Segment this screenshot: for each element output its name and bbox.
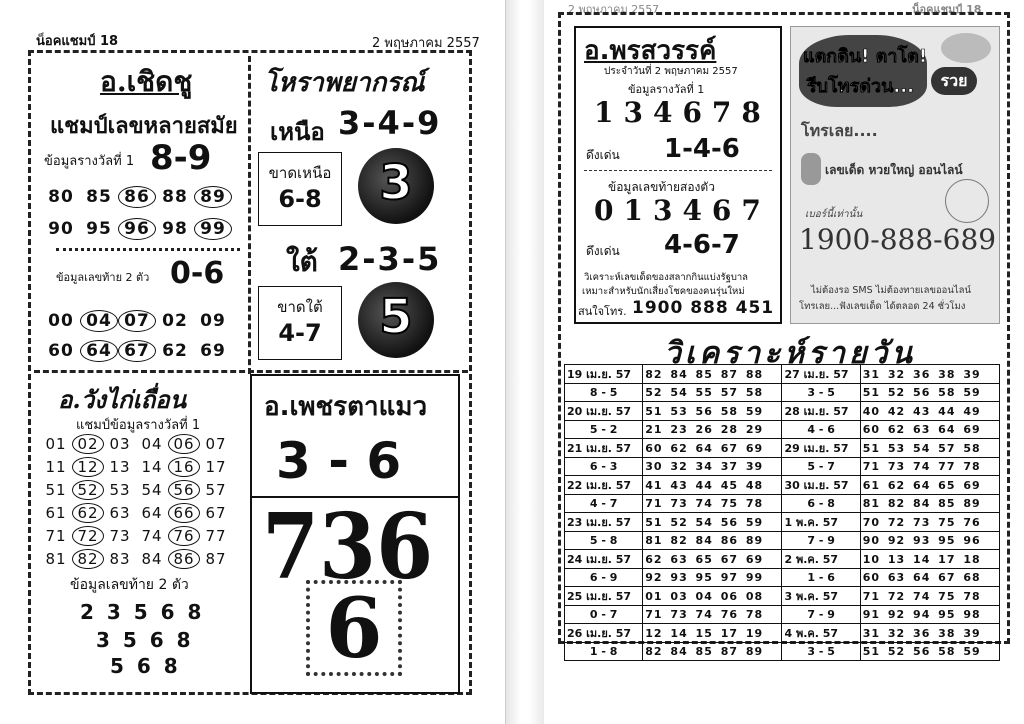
table-row xyxy=(565,569,1000,587)
table-row xyxy=(565,365,1000,384)
date-cell: 30 เม.ย. 57 xyxy=(782,476,860,495)
south-miss-label: ขาดใต้ xyxy=(277,298,323,316)
page-header-right: น็อคแชมป์ 18 xyxy=(912,3,982,16)
table-row xyxy=(565,550,1000,569)
number-cell-circled: 06 xyxy=(168,434,200,454)
ad-footer-2: โทรเลย...ฟังเลขเด็ด ได้ตลอด 24 ชั่วโมง xyxy=(799,301,966,312)
wangkai-row xyxy=(40,526,232,546)
pair-cell: 5 - 2 xyxy=(565,421,643,439)
numbers-cell: 52 54 55 57 58 xyxy=(643,384,782,402)
numbers-cell: 51 52 56 58 59 xyxy=(860,384,999,402)
wangkai-row xyxy=(40,480,232,500)
chidchoo-tail-value: 0-6 xyxy=(170,256,225,291)
south-ball: 5 xyxy=(358,282,434,358)
north-miss-value: 6-8 xyxy=(278,185,322,213)
date-cell: 21 เม.ย. 57 xyxy=(565,439,643,458)
number-cell: 83 xyxy=(109,550,131,568)
horoscope-title: โหราพยากรณ์ xyxy=(264,68,425,98)
wangkai-row xyxy=(40,457,232,477)
pornsawan-note-1: วิเคราะห์เลขเด็ดของสลากกินแบ่งรัฐบาล xyxy=(584,272,749,283)
chidchoo-row-3 xyxy=(42,310,232,332)
number-cell: 64 xyxy=(141,504,163,522)
numbers-cell: 61 62 64 65 69 xyxy=(860,476,999,495)
number-cell-circled: 66 xyxy=(168,503,200,523)
north-value: 3-4-9 xyxy=(338,104,442,142)
number-cell-circled: 62 xyxy=(72,503,104,523)
pair-cell: 1 - 8 xyxy=(565,643,643,661)
ad-phone: 1900-888-689 xyxy=(799,223,997,256)
numbers-cell: 51 53 56 58 59 xyxy=(643,402,782,421)
table-row xyxy=(565,532,1000,550)
number-cell: 04 xyxy=(141,435,163,453)
number-cell-circled: 99 xyxy=(194,218,232,240)
chidchoo-info-label: ข้อมูลรางวัลที่ 1 xyxy=(44,154,135,169)
numbers-cell: 82 84 85 87 88 xyxy=(643,365,782,384)
numbers-cell: 81 82 84 85 89 xyxy=(860,495,999,513)
number-cell-circled: 96 xyxy=(118,218,156,240)
ad-line-2: รีบโทรด่วน... xyxy=(807,76,914,97)
number-cell: 74 xyxy=(141,527,163,545)
left-page xyxy=(0,0,506,724)
number-cell: 87 xyxy=(205,550,227,568)
number-cell: 71 xyxy=(45,527,67,545)
number-cell: 13 xyxy=(109,458,131,476)
table-row xyxy=(565,421,1000,439)
numbers-cell: 30 32 34 37 39 xyxy=(643,458,782,476)
number-cell: 54 xyxy=(141,481,163,499)
numbers-cell: 60 62 63 64 69 xyxy=(860,421,999,439)
numbers-cell: 71 73 74 75 78 xyxy=(643,495,782,513)
number-cell-circled: 86 xyxy=(168,549,200,569)
number-cell-circled: 07 xyxy=(118,310,156,332)
number-cell: 00 xyxy=(48,311,74,331)
number-cell-circled: 52 xyxy=(72,480,104,500)
pornsawan-phone-label: สนใจโทร. xyxy=(578,305,627,318)
ad-badge: รวย xyxy=(931,67,977,95)
page-header-date: 2 พฤษภาคม 2557 xyxy=(372,36,480,51)
date-cell: 1 พ.ค. 57 xyxy=(782,513,860,532)
date-cell: 19 เม.ย. 57 xyxy=(565,365,643,384)
ad-line-4: เลขเด็ด หวยใหญ่ ออนไลน์ xyxy=(825,163,963,177)
numbers-cell: 31 32 36 38 39 xyxy=(860,365,999,384)
number-cell: 01 xyxy=(45,435,67,453)
date-cell: 25 เม.ย. 57 xyxy=(565,587,643,606)
date-cell: 27 เม.ย. 57 xyxy=(782,365,860,384)
daily-title: วิเคราะห์รายวัน xyxy=(664,336,916,371)
numbers-cell: 90 92 93 95 96 xyxy=(860,532,999,550)
number-cell-circled: 89 xyxy=(194,186,232,208)
date-cell: 20 เม.ย. 57 xyxy=(565,402,643,421)
numbers-cell: 71 72 74 75 78 xyxy=(860,587,999,606)
north-ball: 3 xyxy=(358,148,434,224)
chidchoo-name: อ.เชิดชู xyxy=(100,65,193,98)
north-label: เหนือ xyxy=(270,118,325,146)
pyramid-row-2: 3 5 6 8 xyxy=(96,628,194,652)
numbers-cell: 21 23 26 28 29 xyxy=(643,421,782,439)
hotline-ad xyxy=(790,26,1000,324)
wangkai-row xyxy=(40,549,232,569)
pair-cell: 3 - 5 xyxy=(782,384,860,402)
number-cell: 88 xyxy=(162,187,188,207)
number-cell: 80 xyxy=(48,187,74,207)
pair-cell: 6 - 9 xyxy=(565,569,643,587)
number-cell: 69 xyxy=(200,341,226,361)
date-cell: 29 เม.ย. 57 xyxy=(782,439,860,458)
petch-pair: 3 - 6 xyxy=(276,432,402,490)
table-row xyxy=(565,513,1000,532)
date-cell: 3 พ.ค. 57 xyxy=(782,587,860,606)
numbers-cell: 51 52 56 58 59 xyxy=(860,643,999,661)
number-cell: 60 xyxy=(48,341,74,361)
chidchoo-subtitle: แชมป์เลขหลายสมัย xyxy=(50,114,238,139)
pornsawan-name: อ.พรสวรรค์ xyxy=(584,36,717,66)
table-row xyxy=(565,476,1000,495)
table-row xyxy=(565,587,1000,606)
wangkai-row xyxy=(40,434,232,454)
ad-woman-figure-icon xyxy=(801,153,821,185)
north-miss-label: ขาดเหนือ xyxy=(268,164,332,182)
petch-triple: 736 xyxy=(262,494,434,600)
pornsawan-tail-highlight-value: 4-6-7 xyxy=(664,230,740,260)
number-cell: 85 xyxy=(86,187,112,207)
number-cell: 63 xyxy=(109,504,131,522)
number-cell-circled: 64 xyxy=(80,340,118,362)
number-cell-circled: 02 xyxy=(72,434,104,454)
pornsawan-phone: 1900 888 451 xyxy=(632,298,775,318)
number-cell: 03 xyxy=(109,435,131,453)
pornsawan-tail-label: ข้อมูลเลขท้ายสองตัว xyxy=(608,180,715,194)
numbers-cell: 31 32 36 38 39 xyxy=(860,624,999,643)
pornsawan-tail-highlight-label: ดึงเด่น xyxy=(586,244,620,258)
pair-cell: 5 - 8 xyxy=(565,532,643,550)
date-cell: 26 เม.ย. 57 xyxy=(565,624,643,643)
petch-single-box xyxy=(306,580,402,676)
number-cell: 53 xyxy=(109,481,131,499)
number-cell: 77 xyxy=(205,527,227,545)
ad-mascot-face-icon xyxy=(941,33,991,63)
number-cell: 57 xyxy=(205,481,227,499)
number-cell: 67 xyxy=(205,504,227,522)
dashed-separator xyxy=(584,170,772,171)
numbers-cell: 60 62 64 67 69 xyxy=(643,439,782,458)
numbers-cell: 62 63 65 67 69 xyxy=(643,550,782,569)
right-page xyxy=(544,0,1024,724)
pair-cell: 4 - 6 xyxy=(782,421,860,439)
ad-line-5: เบอร์นี้เท่านั้น xyxy=(805,209,863,220)
ad-footer-1: ไม่ต้องรอ SMS ไม่ต้องทายเลขออนไลน์ xyxy=(811,285,971,296)
chidchoo-info-value: 8-9 xyxy=(150,138,212,178)
pair-cell: 1 - 6 xyxy=(782,569,860,587)
ad-line-3: โทรเลย.... xyxy=(801,121,878,140)
pornsawan-tail-digits: 013467 xyxy=(594,194,771,227)
number-cell: 95 xyxy=(86,219,112,239)
date-cell: 28 เม.ย. 57 xyxy=(782,402,860,421)
date-cell: 4 พ.ค. 57 xyxy=(782,624,860,643)
divider-horizontal xyxy=(34,370,468,373)
numbers-cell: 41 43 44 45 48 xyxy=(643,476,782,495)
south-miss-box xyxy=(258,286,342,360)
pyramid-row-1: 2 3 5 6 8 xyxy=(80,600,205,624)
table-row xyxy=(565,643,1000,661)
numbers-cell: 40 42 43 44 49 xyxy=(860,402,999,421)
pair-cell: 4 - 7 xyxy=(565,495,643,513)
number-cell: 09 xyxy=(200,311,226,331)
table-row xyxy=(565,439,1000,458)
number-cell: 17 xyxy=(205,458,227,476)
number-cell: 90 xyxy=(48,219,74,239)
number-cell-circled: 12 xyxy=(72,457,104,477)
pornsawan-note-2: เหมาะสำหรับนักเสี่ยงโชคของคนรุ่นใหม่ xyxy=(582,286,745,297)
number-cell: 84 xyxy=(141,550,163,568)
number-cell: 14 xyxy=(141,458,163,476)
pair-cell: 3 - 5 xyxy=(782,643,860,661)
numbers-cell: 91 92 94 95 98 xyxy=(860,606,999,624)
page-gutter xyxy=(506,0,544,724)
number-cell: 02 xyxy=(162,311,188,331)
ad-line-1: แตกดิน! ตาโต! xyxy=(803,46,928,67)
number-cell-circled: 16 xyxy=(168,457,200,477)
wangkai-subtitle: แชมป์ข้อมูลรางวัลที่ 1 xyxy=(76,418,201,433)
table-row xyxy=(565,458,1000,476)
pornsawan-prize-label: ข้อมูลรางวัลที่ 1 xyxy=(628,83,705,96)
number-cell-circled: 04 xyxy=(80,310,118,332)
table-row xyxy=(565,384,1000,402)
pornsawan-date: ประจำวันที่ 2 พฤษภาคม 2557 xyxy=(604,66,738,77)
numbers-cell: 71 73 74 76 78 xyxy=(643,606,782,624)
numbers-cell: 01 03 04 06 08 xyxy=(643,587,782,606)
page-header-left: น็อคแชมป์ 18 xyxy=(36,34,119,49)
pair-cell: 0 - 7 xyxy=(565,606,643,624)
number-cell-circled: 76 xyxy=(168,526,200,546)
chidchoo-row-2 xyxy=(42,218,232,240)
numbers-cell: 82 84 85 87 89 xyxy=(643,643,782,661)
numbers-cell: 12 14 15 17 19 xyxy=(643,624,782,643)
number-cell: 51 xyxy=(45,481,67,499)
numbers-cell: 92 93 95 97 99 xyxy=(643,569,782,587)
number-cell-circled: 67 xyxy=(118,340,156,362)
number-cell: 81 xyxy=(45,550,67,568)
pair-cell: 8 - 5 xyxy=(565,384,643,402)
table-row xyxy=(565,402,1000,421)
numbers-cell: 51 53 54 57 58 xyxy=(860,439,999,458)
numbers-cell: 81 82 84 86 89 xyxy=(643,532,782,550)
petch-name: อ.เพชรตาแมว xyxy=(264,392,428,422)
petch-single: 6 xyxy=(325,581,383,677)
wangkai-tail-label: ข้อมูลเลขท้าย 2 ตัว xyxy=(70,577,189,593)
south-label: ใต้ xyxy=(286,245,318,278)
number-cell: 98 xyxy=(162,219,188,239)
wangkai-name: อ.วังไก่เถื่อน xyxy=(58,385,187,414)
pyramid-row-3: 5 6 8 xyxy=(110,654,181,678)
date-cell: 23 เม.ย. 57 xyxy=(565,513,643,532)
numbers-cell: 10 13 14 17 18 xyxy=(860,550,999,569)
chidchoo-row-4 xyxy=(42,340,232,362)
number-cell: 11 xyxy=(45,458,67,476)
numbers-cell: 71 73 74 77 78 xyxy=(860,458,999,476)
pair-cell: 7 - 9 xyxy=(782,532,860,550)
numbers-cell: 70 72 73 75 76 xyxy=(860,513,999,532)
number-cell: 73 xyxy=(109,527,131,545)
wangkai-row xyxy=(40,503,232,523)
divider-vertical-top xyxy=(248,56,251,374)
number-cell: 62 xyxy=(162,341,188,361)
numbers-cell: 60 63 64 67 68 xyxy=(860,569,999,587)
daily-analysis-table xyxy=(564,364,1000,661)
number-cell-circled: 72 xyxy=(72,526,104,546)
north-miss-box xyxy=(258,152,342,226)
ad-clock-icon xyxy=(945,179,989,223)
table-row xyxy=(565,624,1000,643)
number-cell: 61 xyxy=(45,504,67,522)
date-cell: 24 เม.ย. 57 xyxy=(565,550,643,569)
number-cell-circled: 56 xyxy=(168,480,200,500)
south-value: 2-3-5 xyxy=(338,240,442,278)
pair-cell: 5 - 7 xyxy=(782,458,860,476)
pornsawan-highlight-value: 1-4-6 xyxy=(664,134,740,164)
number-cell-circled: 82 xyxy=(72,549,104,569)
dotted-separator xyxy=(56,248,240,251)
page-header-date: 2 พฤษภาคม 2557 xyxy=(568,3,660,16)
pair-cell: 6 - 3 xyxy=(565,458,643,476)
pair-cell: 6 - 8 xyxy=(782,495,860,513)
number-cell: 07 xyxy=(205,435,227,453)
table-row xyxy=(565,495,1000,513)
date-cell: 2 พ.ค. 57 xyxy=(782,550,860,569)
chidchoo-row-1 xyxy=(42,186,232,208)
pair-cell: 7 - 9 xyxy=(782,606,860,624)
number-cell-circled: 86 xyxy=(118,186,156,208)
numbers-cell: 51 52 54 56 59 xyxy=(643,513,782,532)
table-row xyxy=(565,606,1000,624)
pornsawan-highlight-label: ดึงเด่น xyxy=(586,148,620,162)
date-cell: 22 เม.ย. 57 xyxy=(565,476,643,495)
pornsawan-prize-digits: 134678 xyxy=(594,96,771,129)
south-miss-value: 4-7 xyxy=(278,319,322,347)
chidchoo-tail-label: ข้อมูลเลขท้าย 2 ตัว xyxy=(56,271,150,284)
